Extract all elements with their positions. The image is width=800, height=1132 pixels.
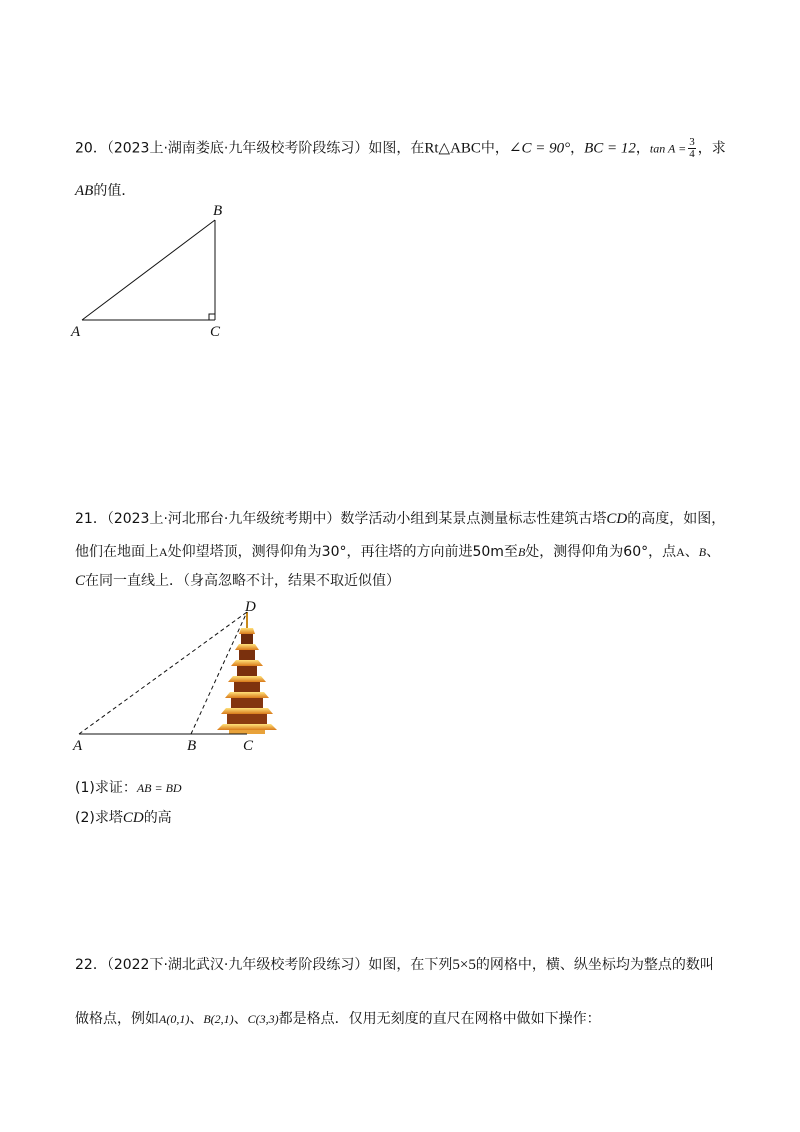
q20-text: 的值． <box>93 183 136 199</box>
q20-tan-num: 3 <box>689 136 695 148</box>
q20-sep: ， <box>570 140 585 157</box>
q20-label-a: A <box>71 324 81 340</box>
q20-rt-triangle: Rt△ABC <box>424 140 481 157</box>
q21-point-a2: A <box>676 545 685 559</box>
q21-text: 在同一直线上．（身高忽略不计，结果不取近似值） <box>85 573 401 589</box>
q22-grid-size: 5×5 <box>452 957 476 973</box>
q21-part2-end: 的高 <box>143 810 172 826</box>
q21-part1-label: (1)求证： <box>75 780 137 796</box>
q21-text: 的高度，如图， <box>627 511 726 527</box>
q22-text: 的网格中，横、纵坐标均为整点的数叫 <box>475 957 714 973</box>
q20-text: ，求 <box>697 140 726 157</box>
q22-text: 如图，在下列 <box>368 957 453 973</box>
q21-source: （2023上·河北邢台·九年级统考期中） <box>106 511 341 527</box>
q21-part2-label: (2)求塔 <box>75 810 123 826</box>
q22-text: 都是格点．仅用无刻度的直尺在网格中做如下操作： <box>278 1011 601 1027</box>
q21-part-1 <box>75 778 182 798</box>
q20-angle-c: ∠C = 90° <box>508 140 571 157</box>
q21-text: 他们在地面上 <box>75 544 159 560</box>
q21-pagoda-figure <box>65 598 295 758</box>
q20-line-1 <box>75 137 726 160</box>
q20-line-ab <box>82 220 215 320</box>
q20-label-c: C <box>210 324 221 340</box>
q21-text: 处仰望塔顶，测得仰角为30°，再往塔的方向前进50m至 <box>167 544 518 560</box>
q21-text: 处，测得仰角为60°，点 <box>525 544 677 560</box>
q20-text: 中， <box>480 140 509 157</box>
q21-text: 数学活动小组到某景点测量标志性建筑古塔 <box>340 511 607 527</box>
q21-line-1 <box>75 509 725 529</box>
q21-point-a: A <box>159 545 168 559</box>
q22-line-1 <box>75 955 714 975</box>
q21-label-c: C <box>243 738 254 754</box>
q20-sep: ， <box>635 140 650 157</box>
q20-tan-den: 4 <box>689 148 695 160</box>
pagoda-image <box>217 612 277 734</box>
q20-right-angle-mark <box>209 314 215 320</box>
q21-point-b: B <box>517 545 526 559</box>
q21-number: 21． <box>75 511 107 527</box>
q22-point-c: C(3,3) <box>247 1012 279 1026</box>
q22-number: 22． <box>75 957 107 973</box>
q20-number: 20． <box>75 140 107 157</box>
q21-part1-math: AB = BD <box>136 781 182 795</box>
q20-tan-label: tan A = <box>649 141 687 156</box>
q20-line-2 <box>75 181 135 201</box>
q20-label-b: B <box>213 203 223 219</box>
q21-part2-cd: CD <box>122 810 144 826</box>
q20-source: （2023上·湖南娄底·九年级校考阶段练习） <box>106 140 369 157</box>
q21-part-2 <box>75 808 172 828</box>
q22-point-a: A(0,1) <box>159 1012 190 1026</box>
q21-label-b: B <box>187 738 197 754</box>
q22-line-2 <box>75 1009 601 1029</box>
q21-line-2 <box>75 542 720 562</box>
q20-text: 如图，在 <box>368 140 425 157</box>
q21-label-a: A <box>73 738 83 754</box>
q21-cd: CD <box>606 511 628 527</box>
q21-sep: 、 <box>684 544 699 560</box>
q21-line-ad <box>79 612 247 734</box>
q22-point-b: B(2,1) <box>203 1012 234 1026</box>
q21-line-3 <box>75 571 400 591</box>
q22-sep: 、 <box>189 1011 204 1027</box>
q21-point-b2: B <box>698 545 707 559</box>
q20-triangle-figure <box>65 200 265 345</box>
q20-ab: AB <box>75 183 94 199</box>
q22-text: 做格点，例如 <box>75 1011 159 1027</box>
q22-sep: 、 <box>233 1011 248 1027</box>
q21-sep: 、 <box>706 544 721 560</box>
q22-source: （2022下·湖北武汉·九年级校考阶段练习） <box>106 957 369 973</box>
q20-bc: BC = 12 <box>584 140 636 157</box>
q21-point-c: C <box>75 573 86 589</box>
q21-label-d: D <box>245 599 256 615</box>
q20-tan-fraction <box>688 137 696 160</box>
